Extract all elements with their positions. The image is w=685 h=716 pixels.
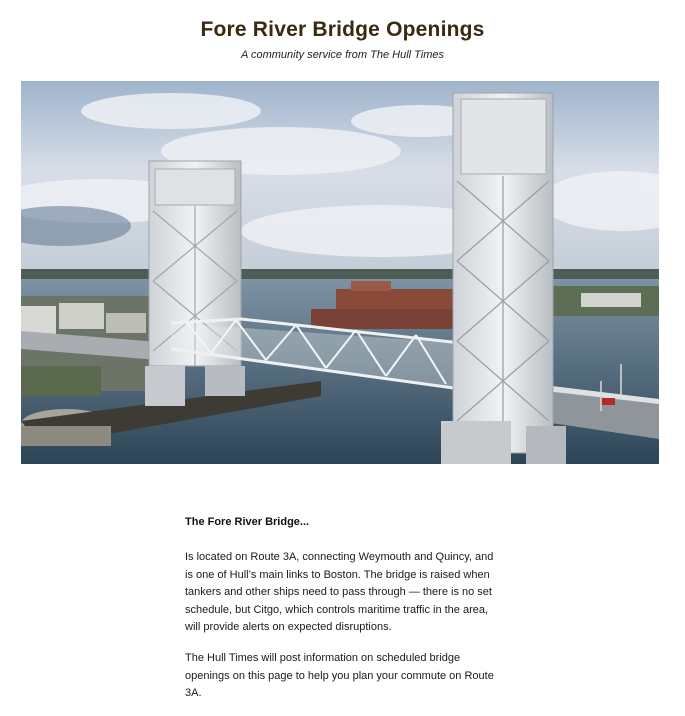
article-paragraph: Is located on Route 3A, connecting Weymouth and Quincy, and is one of Hull’s main links to Boston. The bridge is raised when tankers and other ships need to pass through — there is no set schedule, but Citgo, which controls maritime traffic in the area, will provide alerts on expected disruptions.: [185, 551, 494, 634]
article-body: [185, 514, 500, 716]
hero-image: [21, 81, 659, 464]
article-paragraph: The Hull Times will post information on scheduled bridge openings on this page to help you plan your commute on Route 3A.: [185, 651, 494, 700]
right-tower: [441, 93, 566, 464]
page-subtitle: A community service from The Hull Times: [240, 49, 445, 61]
page-title: Fore River Bridge Openings: [200, 18, 485, 42]
right-shore: [551, 286, 659, 316]
red-car: [601, 398, 615, 405]
bridge-photo: [21, 81, 659, 464]
article-lead: The Fore River Bridge...: [185, 516, 310, 528]
